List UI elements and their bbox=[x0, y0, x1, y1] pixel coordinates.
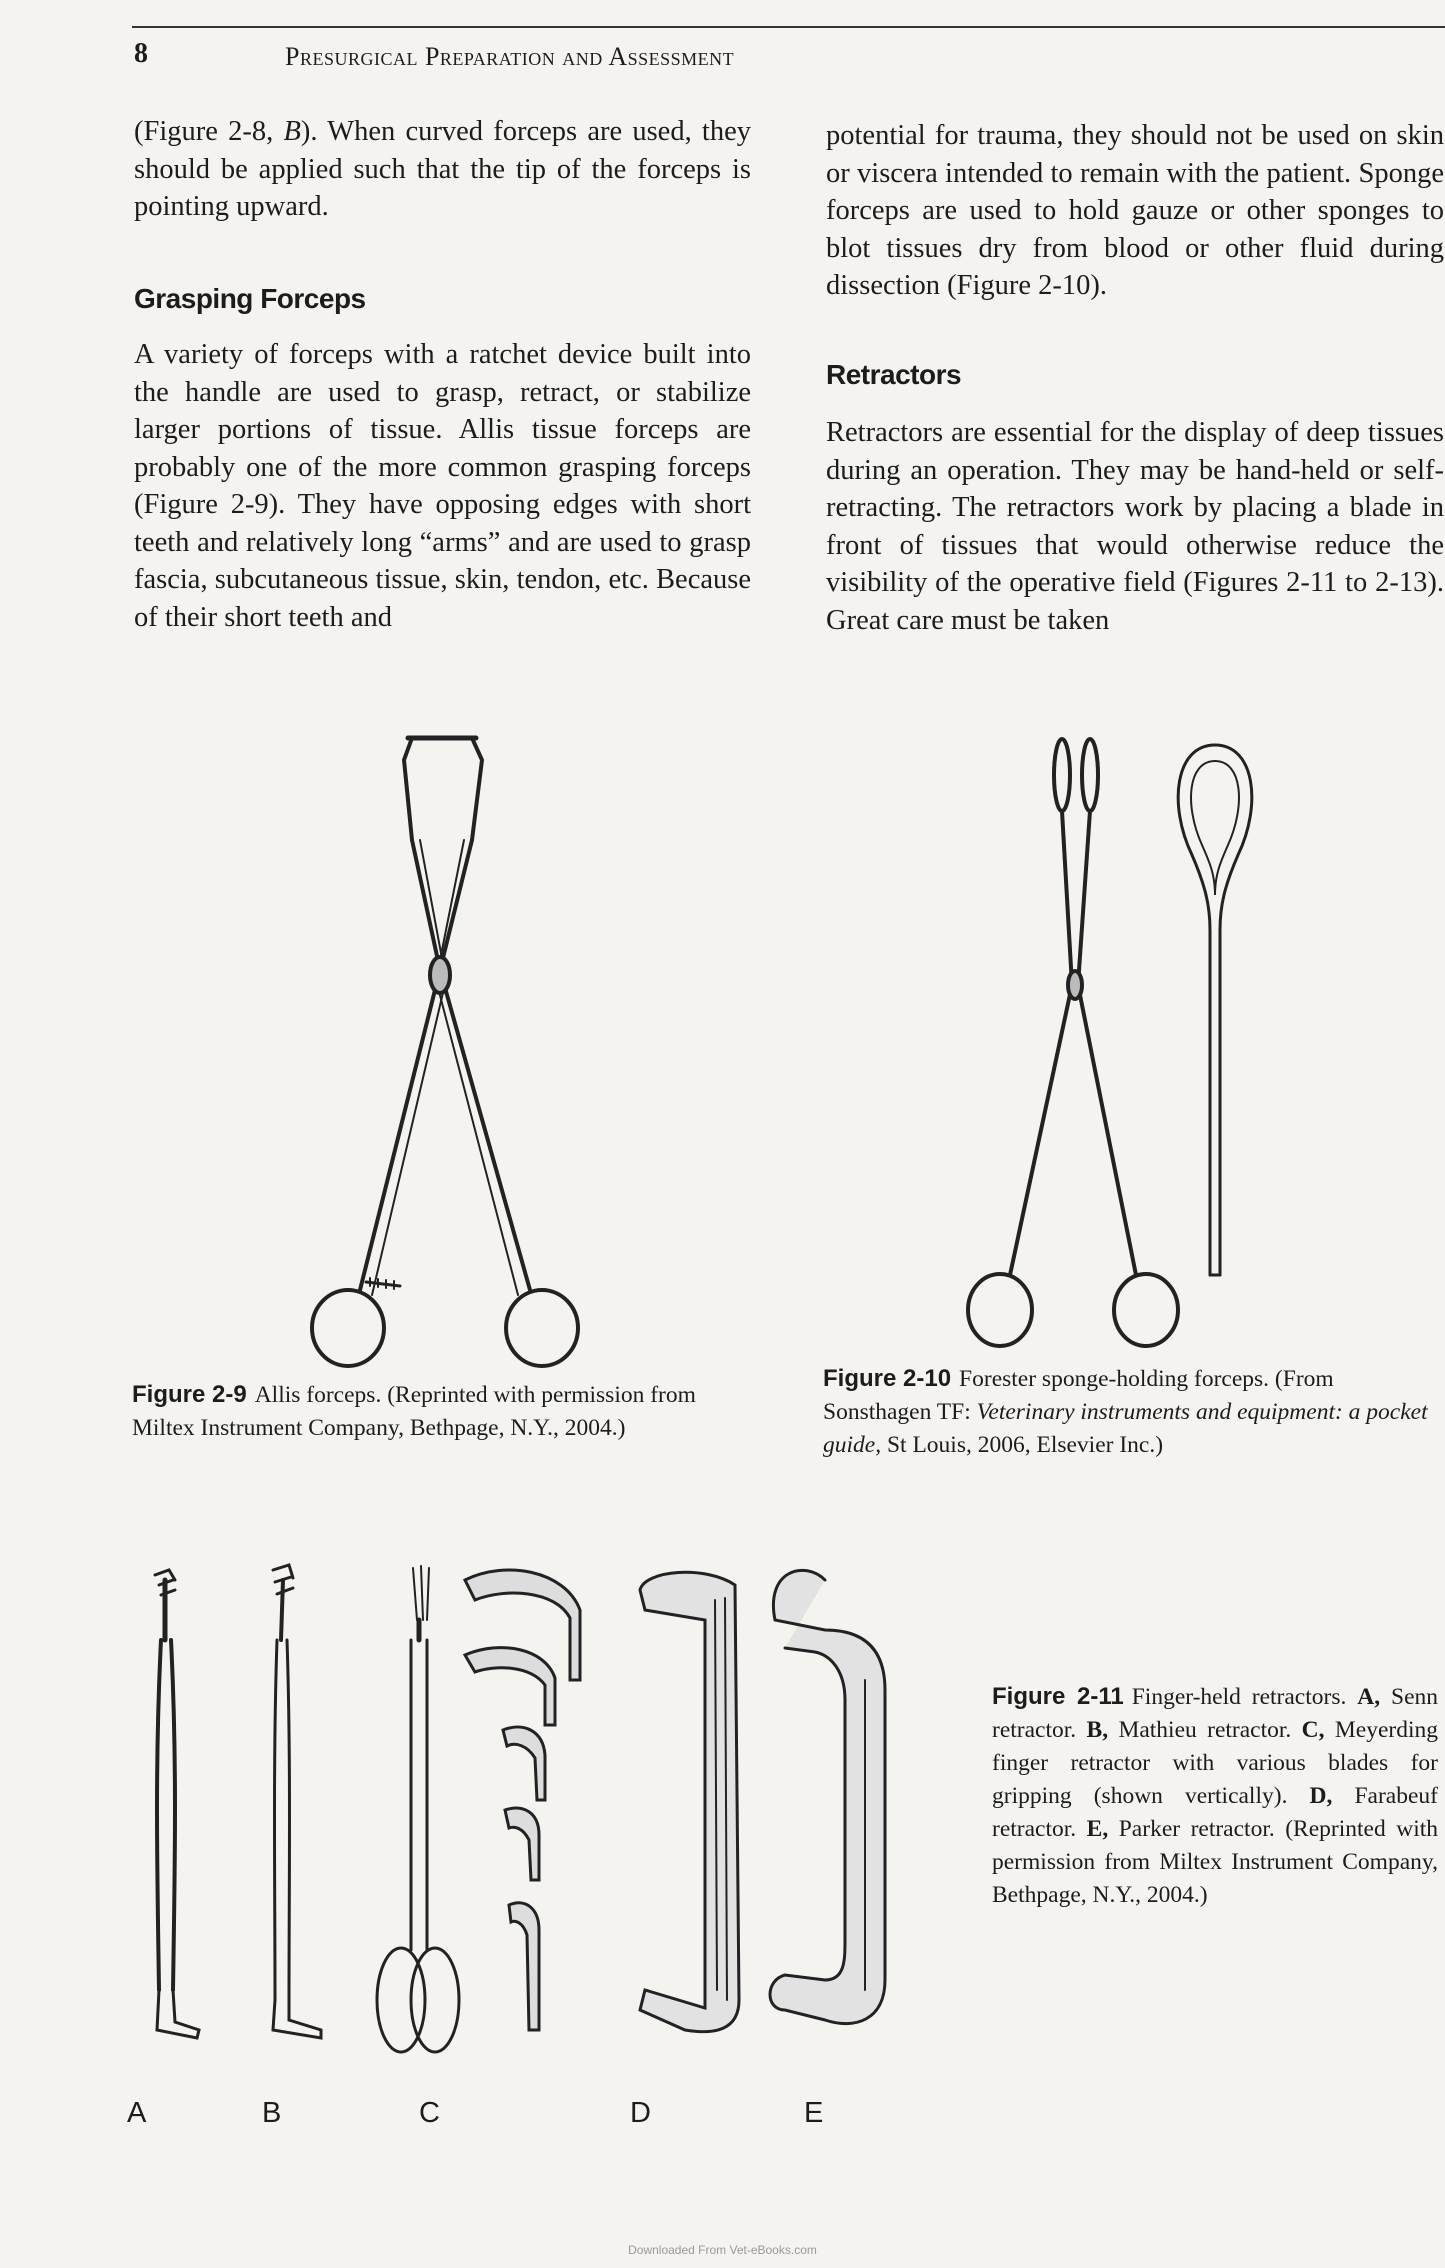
caption-figure-2-10: Figure 2-10 Forester sponge-holding forceps. (From Sonsthagen TF: Veterinary instruments and equipment: a pocket guide, St Louis, 2006, Elsevier Inc.) bbox=[823, 1365, 1428, 1458]
right-heading-block bbox=[826, 356, 1444, 394]
left-heading-block bbox=[134, 280, 751, 318]
parker-retractor-drawing bbox=[770, 1570, 885, 2023]
left-body-paragraph: A variety of forceps with a ratchet device built into the handle are used to grasp, retract, or stabilize larger portions of tissue. Allis tissue forceps are probably one of the more common grasping forceps (Figure 2-9). They have opposing edges with short teeth and relatively long “arms” and are used to grasp fascia, subcutaneous tissue, skin, tendon, etc. Because of their short teeth and bbox=[134, 339, 751, 633]
page-footer: Downloaded From Vet-eBooks.com bbox=[628, 2243, 817, 2257]
left-column-intro bbox=[134, 113, 751, 226]
figure-finger-retractors bbox=[125, 1560, 955, 2090]
caption-label: Figure 2-10 bbox=[823, 1365, 952, 1392]
panel-letter-e: E bbox=[804, 2097, 824, 2129]
sponge-forceps-illustration bbox=[960, 735, 1260, 1355]
right-intro-paragraph: potential for trauma, they should not be used on skin or viscera intended to remain with the patient. Sponge forceps are used to hold gauze or other sponges to blot tissues dry from blood or other fluid during dissection (Figure 2-10). bbox=[826, 120, 1444, 301]
caption-title: Finger-held retractors. bbox=[1131, 1684, 1347, 1710]
right-body-paragraph: Retractors are essential for the display of deep tissues during an operation. They may be hand-held or self-retracting. The retractors work by placing a blade in front of tissues that would otherwise reduce the visibility of the operative field (Figures 2-11 to 2-13). Great care must be taken bbox=[826, 417, 1444, 636]
caption-figure-2-9 bbox=[132, 1378, 752, 1445]
right-column-intro bbox=[826, 117, 1444, 305]
running-head: Presurgical Preparation and Assessment bbox=[285, 42, 735, 71]
meyerding-retractor-drawing bbox=[377, 1566, 580, 2052]
heading-retractors: Retractors bbox=[826, 359, 962, 390]
caption-text: Allis forceps. (Reprinted with permission from Miltex Instrument Company, Bethpage, N.Y., 2004.) bbox=[132, 1382, 696, 1441]
retractors-illustration bbox=[125, 1560, 955, 2090]
caption-figure-2-11: Figure 2-11 Finger-held retractors. A, Senn retractor. B, Mathieu retractor. C, Meyerding finger retractor with various blades for gripping (shown vertically). D, Farabeuf retractor. E, Parker retractor. (Reprinted with permission from Miltex Instrument Company, Bethpage, N.Y., 2004.) bbox=[992, 1683, 1439, 1908]
farabeuf-retractor-drawing bbox=[640, 1572, 739, 2031]
panel-letter-a: A bbox=[127, 2097, 147, 2129]
heading-grasping-forceps: Grasping Forceps bbox=[134, 283, 366, 314]
mathieu-retractor-drawing bbox=[273, 1565, 321, 2038]
figure-allis-forceps bbox=[300, 730, 580, 1370]
panel-letter-c: C bbox=[419, 2097, 440, 2129]
panel-letter-d: D bbox=[630, 2097, 651, 2129]
allis-forceps-illustration bbox=[300, 730, 580, 1370]
left-intro-paragraph: (Figure 2-8, B). When curved forceps are used, they should be applied such that the tip of the forceps is pointing upward. bbox=[134, 116, 752, 222]
top-rule bbox=[132, 26, 1445, 28]
left-body-block bbox=[134, 336, 751, 636]
panel-letter-b: B bbox=[262, 2097, 282, 2129]
right-body-block bbox=[826, 414, 1444, 639]
caption-label: Figure 2-11 bbox=[992, 1683, 1124, 1710]
figure-sponge-forceps bbox=[960, 735, 1260, 1355]
senn-retractor-drawing bbox=[155, 1570, 199, 2038]
page-number: 8 bbox=[134, 38, 148, 69]
caption-label: Figure 2-9 bbox=[132, 1381, 247, 1408]
